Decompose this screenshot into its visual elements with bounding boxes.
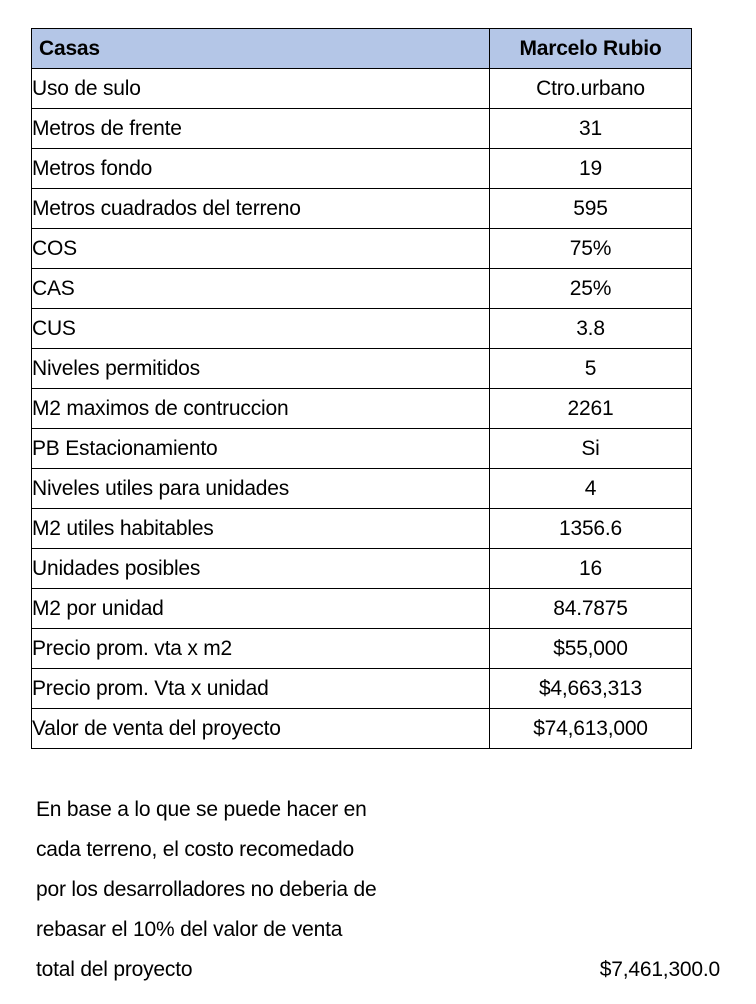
table-row xyxy=(32,149,692,189)
row-value: 5 xyxy=(490,349,692,389)
note-total-row xyxy=(36,950,726,990)
row-value: 4 xyxy=(490,469,692,509)
row-value: $74,613,000 xyxy=(490,709,692,749)
row-label: M2 por unidad xyxy=(32,589,490,629)
table-row xyxy=(32,709,692,749)
row-value: Ctro.urbano xyxy=(490,69,692,109)
row-value: 84.7875 xyxy=(490,589,692,629)
row-value: 1356.6 xyxy=(490,509,692,549)
note-block xyxy=(36,790,726,990)
row-label: PB Estacionamiento xyxy=(32,429,490,469)
column-header-marcelo-rubio: Marcelo Rubio xyxy=(490,29,692,69)
table-row xyxy=(32,229,692,269)
row-label: M2 utiles habitables xyxy=(32,509,490,549)
column-header-casas: Casas xyxy=(32,29,490,69)
row-value: 595 xyxy=(490,189,692,229)
row-value: $4,663,313 xyxy=(490,669,692,709)
row-label: Metros de frente xyxy=(32,109,490,149)
row-label: Unidades posibles xyxy=(32,549,490,589)
table-header-row xyxy=(32,29,692,69)
table-row xyxy=(32,669,692,709)
table-body xyxy=(32,69,692,749)
note-line-text: rebasar el 10% del valor de venta xyxy=(36,918,343,941)
note-paragraph xyxy=(36,790,726,950)
row-label: Valor de venta del proyecto xyxy=(32,709,490,749)
row-label: Metros fondo xyxy=(32,149,490,189)
row-value: 19 xyxy=(490,149,692,189)
row-label: CUS xyxy=(32,309,490,349)
row-value: 16 xyxy=(490,549,692,589)
note-line-text: cada terreno, el costo recomedado xyxy=(36,838,354,861)
table-row xyxy=(32,509,692,549)
table-row xyxy=(32,589,692,629)
row-label: Metros cuadrados del terreno xyxy=(32,189,490,229)
row-value: 31 xyxy=(490,109,692,149)
table-row xyxy=(32,189,692,229)
table-row xyxy=(32,549,692,589)
row-label: CAS xyxy=(32,269,490,309)
table-row xyxy=(32,69,692,109)
row-value: 25% xyxy=(490,269,692,309)
table-row xyxy=(32,269,692,309)
table-row xyxy=(32,389,692,429)
row-label: Precio prom. Vta x unidad xyxy=(32,669,490,709)
table-row xyxy=(32,469,692,509)
row-label: M2 maximos de contruccion xyxy=(32,389,490,429)
row-value: 2261 xyxy=(490,389,692,429)
note-total-amount: $7,461,300.0 xyxy=(599,958,720,981)
row-label: COS xyxy=(32,229,490,269)
table-row xyxy=(32,349,692,389)
table-row xyxy=(32,109,692,149)
table-header xyxy=(32,29,692,69)
note-line xyxy=(36,830,726,870)
note-total-label: total del proyecto xyxy=(36,958,193,981)
row-value: Si xyxy=(490,429,692,469)
row-value: 75% xyxy=(490,229,692,269)
note-line xyxy=(36,910,726,950)
note-line xyxy=(36,870,726,910)
row-label: Niveles permitidos xyxy=(32,349,490,389)
note-line-text: por los desarrolladores no deberia de xyxy=(36,878,377,901)
row-label: Uso de sulo xyxy=(32,69,490,109)
casas-data-table xyxy=(31,28,692,749)
row-value: 3.8 xyxy=(490,309,692,349)
row-value: $55,000 xyxy=(490,629,692,669)
row-label: Precio prom. vta x m2 xyxy=(32,629,490,669)
table-row xyxy=(32,629,692,669)
table-row xyxy=(32,429,692,469)
row-label: Niveles utiles para unidades xyxy=(32,469,490,509)
table-row xyxy=(32,309,692,349)
note-line xyxy=(36,790,726,830)
note-line-text: En base a lo que se puede hacer en xyxy=(36,798,367,821)
